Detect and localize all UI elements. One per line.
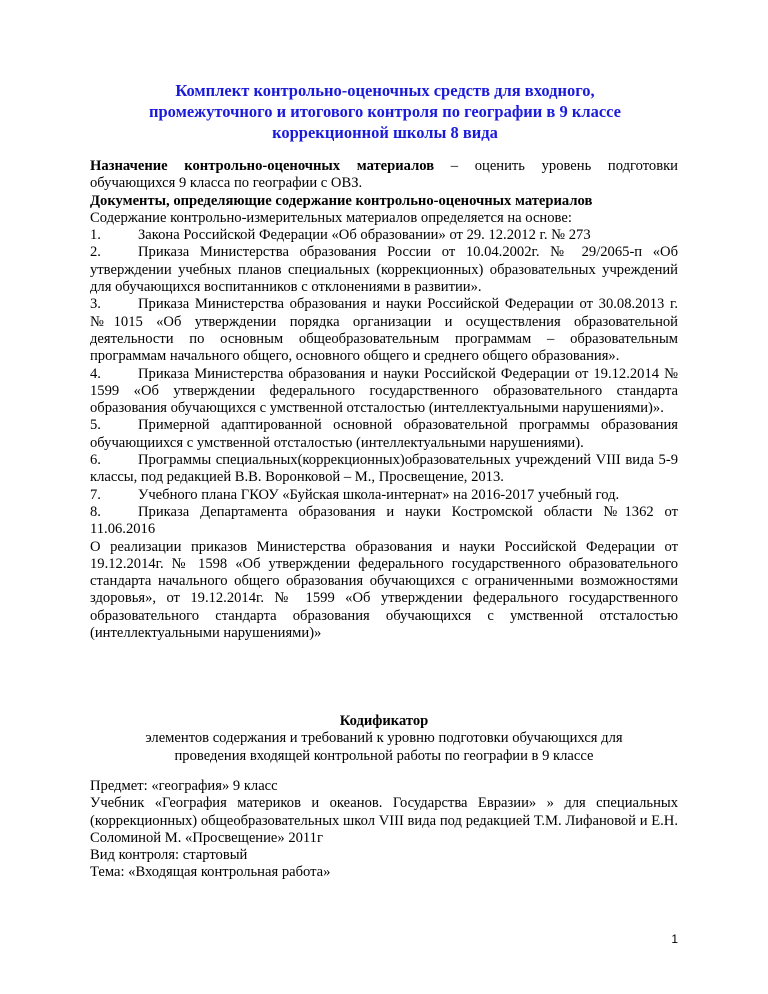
kodifikator-line-1: элементов содержания и требований к уровню подготовки обучающихся для [145,730,623,747]
purpose-label: Назначение контрольно-оценочных материалов [90,158,435,174]
documents-heading: Документы, определяющие содержание контрольно-оценочных материалов [90,192,593,209]
topic-line: Тема: «Входящая контрольная работа» [90,864,331,881]
title-line-3: коррекционной школы 8 вида [272,123,498,142]
purpose-paragraph [90,158,678,193]
list-item: 6. Программы специальных(коррекционных)образовательных учреждений VIII вида 5-9 классы, под редакцией В.В. Воронковой – М., Просвещение, 2013. [90,452,678,486]
kodifikator-heading: Кодификатор [339,713,429,729]
textbook-line: Учебник «География материков и океанов. Государства Евразии» » для специальных (коррекционных) общеобразовательных школ VIII вида под редакцией Т.М. Лифановой и Е.Н. Соломиной М. «Просвещение» 2011г [90,795,678,846]
title-line-1: Комплект контрольно-оценочных средств для входного, [175,81,595,100]
document-title [90,80,680,143]
list-item: 7. Учебного плана ГКОУ «Буйская школа-интернат» на 2016-2017 учебный год. [90,486,620,503]
list-item: 1. Закона Российской Федерации «Об образовании» от 29. 12.2012 г. № 273 [90,227,591,244]
list-item: 5. Примерной адаптированной основной образовательной программы образования обучающиихся с умственной отсталостью (интеллектуальными нарушениями). [90,417,678,451]
kodifikator-block [90,713,678,765]
intro-text: Содержание контрольно-измерительных материалов определяется на основе: [90,209,572,226]
purpose-text: – оценить уровень подготовки обучающихся 9 класса по географии с ОВЗ. [90,158,678,192]
list-item: 4. Приказа Министерства образования и науки Российской Федерации от 19.12.2014 № 1599 «Об утверждении федерального государственного образовательного стандарта образования обучающихся с умственной отсталостью (интеллектуальными нарушениями)». [90,365,678,417]
list-item: 2. Приказа Министерства образования России от 10.04.2002г. № 29/2065-п «Об утверждении учебных планов специальных (коррекционных) образовательных учреждений для обучающихся воспитанников с отклонениями в развитии». [90,244,678,296]
kodifikator-line-2: проведения входящей контрольной работы по географии в 9 классе [174,747,594,764]
subject-line: Предмет: «география» 9 класс [90,778,278,794]
title-line-2: промежуточного и итогового контроля по географии в 9 классе [149,102,621,121]
document-body [90,158,678,642]
control-type-line: Вид контроля: стартовый [90,847,248,864]
list-item: 8. Приказа Департамента образования и науки Костромской области №1362 от 11.06.2016 [90,503,678,538]
list-item: 3. Приказа Министерства образования и науки Российской Федерации от 30.08.2013 г. №1015 «Об утверждении порядка организации и осуществления образовательной деятельности по основным общеобразовательным программам – образовательным программам начального общего, основного общего и среднего общего образования». [90,296,678,365]
page-number: 1 [671,932,678,946]
realization-paragraph: О реализации приказов Министерства образования и науки Российской Федерации от 19.12.2014г. № 1598 «Об утверждении федерального государственного образовательного стандарта начального общего образования обучающихся с ограниченными возможностями здоровья», от 19.12.2014г. № 1599 «Об утверждении федерального государственного образовательного стандарта образования обучающихся с умственной отсталостью (интеллектуальными нарушениями)» [90,538,678,642]
meta-block [90,778,678,882]
